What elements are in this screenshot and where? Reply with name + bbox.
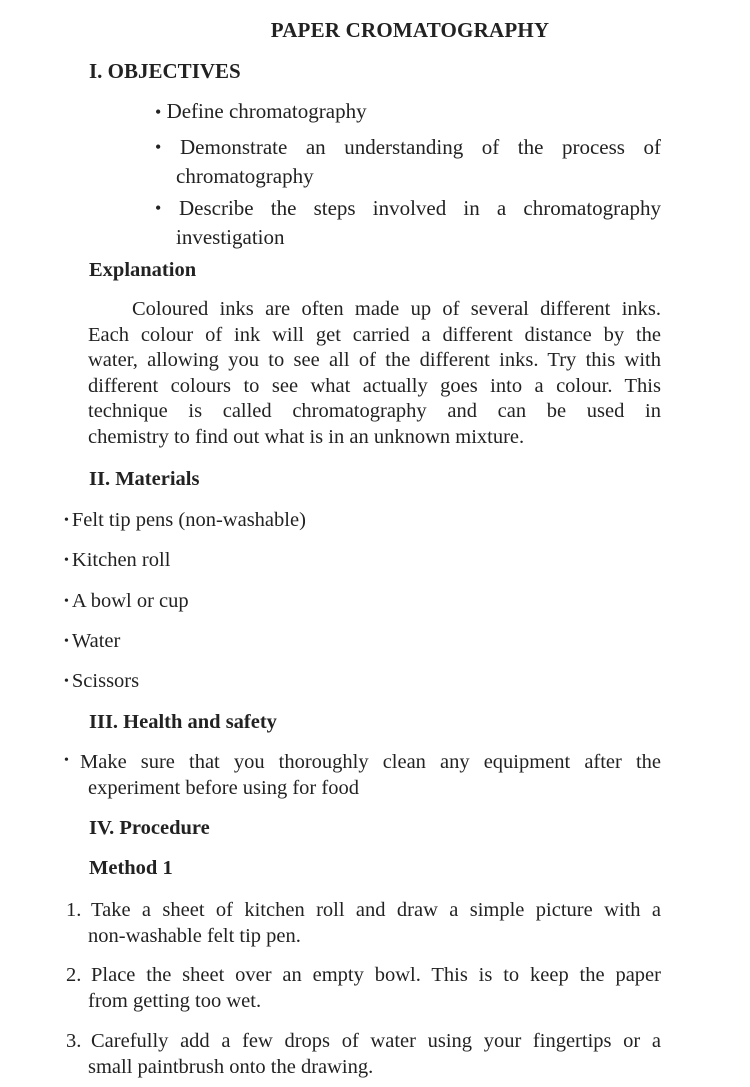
step-text-continued: from getting too wet. (88, 990, 262, 1012)
procedure-step (66, 1028, 661, 1080)
bullet-icon: • (155, 137, 162, 157)
materials-item (64, 588, 189, 617)
objective-item (155, 98, 367, 125)
objective-text: Describe the steps involved in a chromatography (179, 196, 661, 220)
materials-item-text: Water (71, 630, 121, 652)
paragraph-line: water, allowing you to see all of the different inks. Try this with (88, 349, 661, 372)
paragraph-line: different colours to see what actually goes into a colour. This (88, 374, 661, 397)
materials-item (64, 668, 139, 697)
materials-item (64, 628, 120, 657)
bullet-icon: • (155, 198, 162, 218)
objective-text: Define chromatography (166, 99, 367, 123)
materials-heading: II. Materials (89, 468, 200, 490)
bullet-icon: • (64, 674, 69, 689)
objectives-heading: I. OBJECTIVES (89, 59, 241, 83)
health-safety-item (64, 749, 661, 801)
health-safety-text: Make sure that you thoroughly clean any equipment after the (80, 751, 661, 773)
step-text: Carefully add a few drops of water using your fingertips or a (91, 1030, 661, 1052)
health-safety-heading: III. Health and safety (89, 711, 277, 733)
bullet-icon: • (64, 513, 69, 528)
objective-item (155, 134, 661, 189)
bullet-icon: • (155, 102, 162, 122)
materials-item-text: A bowl or cup (71, 590, 189, 612)
step-text: Place the sheet over an empty bowl. This is to keep the paper (91, 964, 661, 986)
step-number: 2. (66, 964, 82, 986)
materials-item (64, 547, 170, 576)
objective-text-continued: investigation (176, 225, 285, 249)
bullet-icon: • (64, 753, 69, 768)
bullet-icon: • (64, 634, 69, 649)
materials-item-text: Kitchen roll (71, 549, 171, 571)
paragraph-line: Each colour of ink will get carried a different distance by the (88, 323, 661, 346)
bullet-icon: • (64, 553, 69, 568)
step-text: Take a sheet of kitchen roll and draw a simple picture with a (91, 899, 661, 921)
procedure-step (66, 962, 661, 1014)
step-number: 1. (66, 899, 82, 921)
paragraph-line: chemistry to find out what is in an unknown mixture. (88, 425, 525, 448)
procedure-step (66, 897, 661, 949)
procedure-heading: IV. Procedure (89, 817, 210, 839)
explanation-paragraph (88, 297, 661, 451)
explanation-heading: Explanation (89, 259, 197, 281)
objective-item (155, 195, 661, 250)
step-text-continued: small paintbrush onto the drawing. (88, 1056, 374, 1078)
materials-item (64, 507, 306, 536)
paragraph-line: Coloured inks are often made up of several different inks. (132, 298, 661, 320)
materials-item-text: Scissors (71, 670, 140, 692)
page-title: PAPER CROMATOGRAPHY (270, 18, 550, 42)
method-heading: Method 1 (89, 857, 173, 879)
bullet-icon: • (64, 594, 69, 609)
objective-text-continued: chromatography (176, 164, 314, 188)
materials-item-text: Felt tip pens (non-washable) (71, 509, 306, 531)
paragraph-line: technique is called chromatography and can be used in (88, 400, 661, 423)
step-text-continued: non-washable felt tip pen. (88, 925, 301, 947)
step-number: 3. (66, 1030, 82, 1052)
objective-text: Demonstrate an understanding of the process of (180, 135, 661, 159)
health-safety-text-continued: experiment before using for food (88, 777, 359, 799)
